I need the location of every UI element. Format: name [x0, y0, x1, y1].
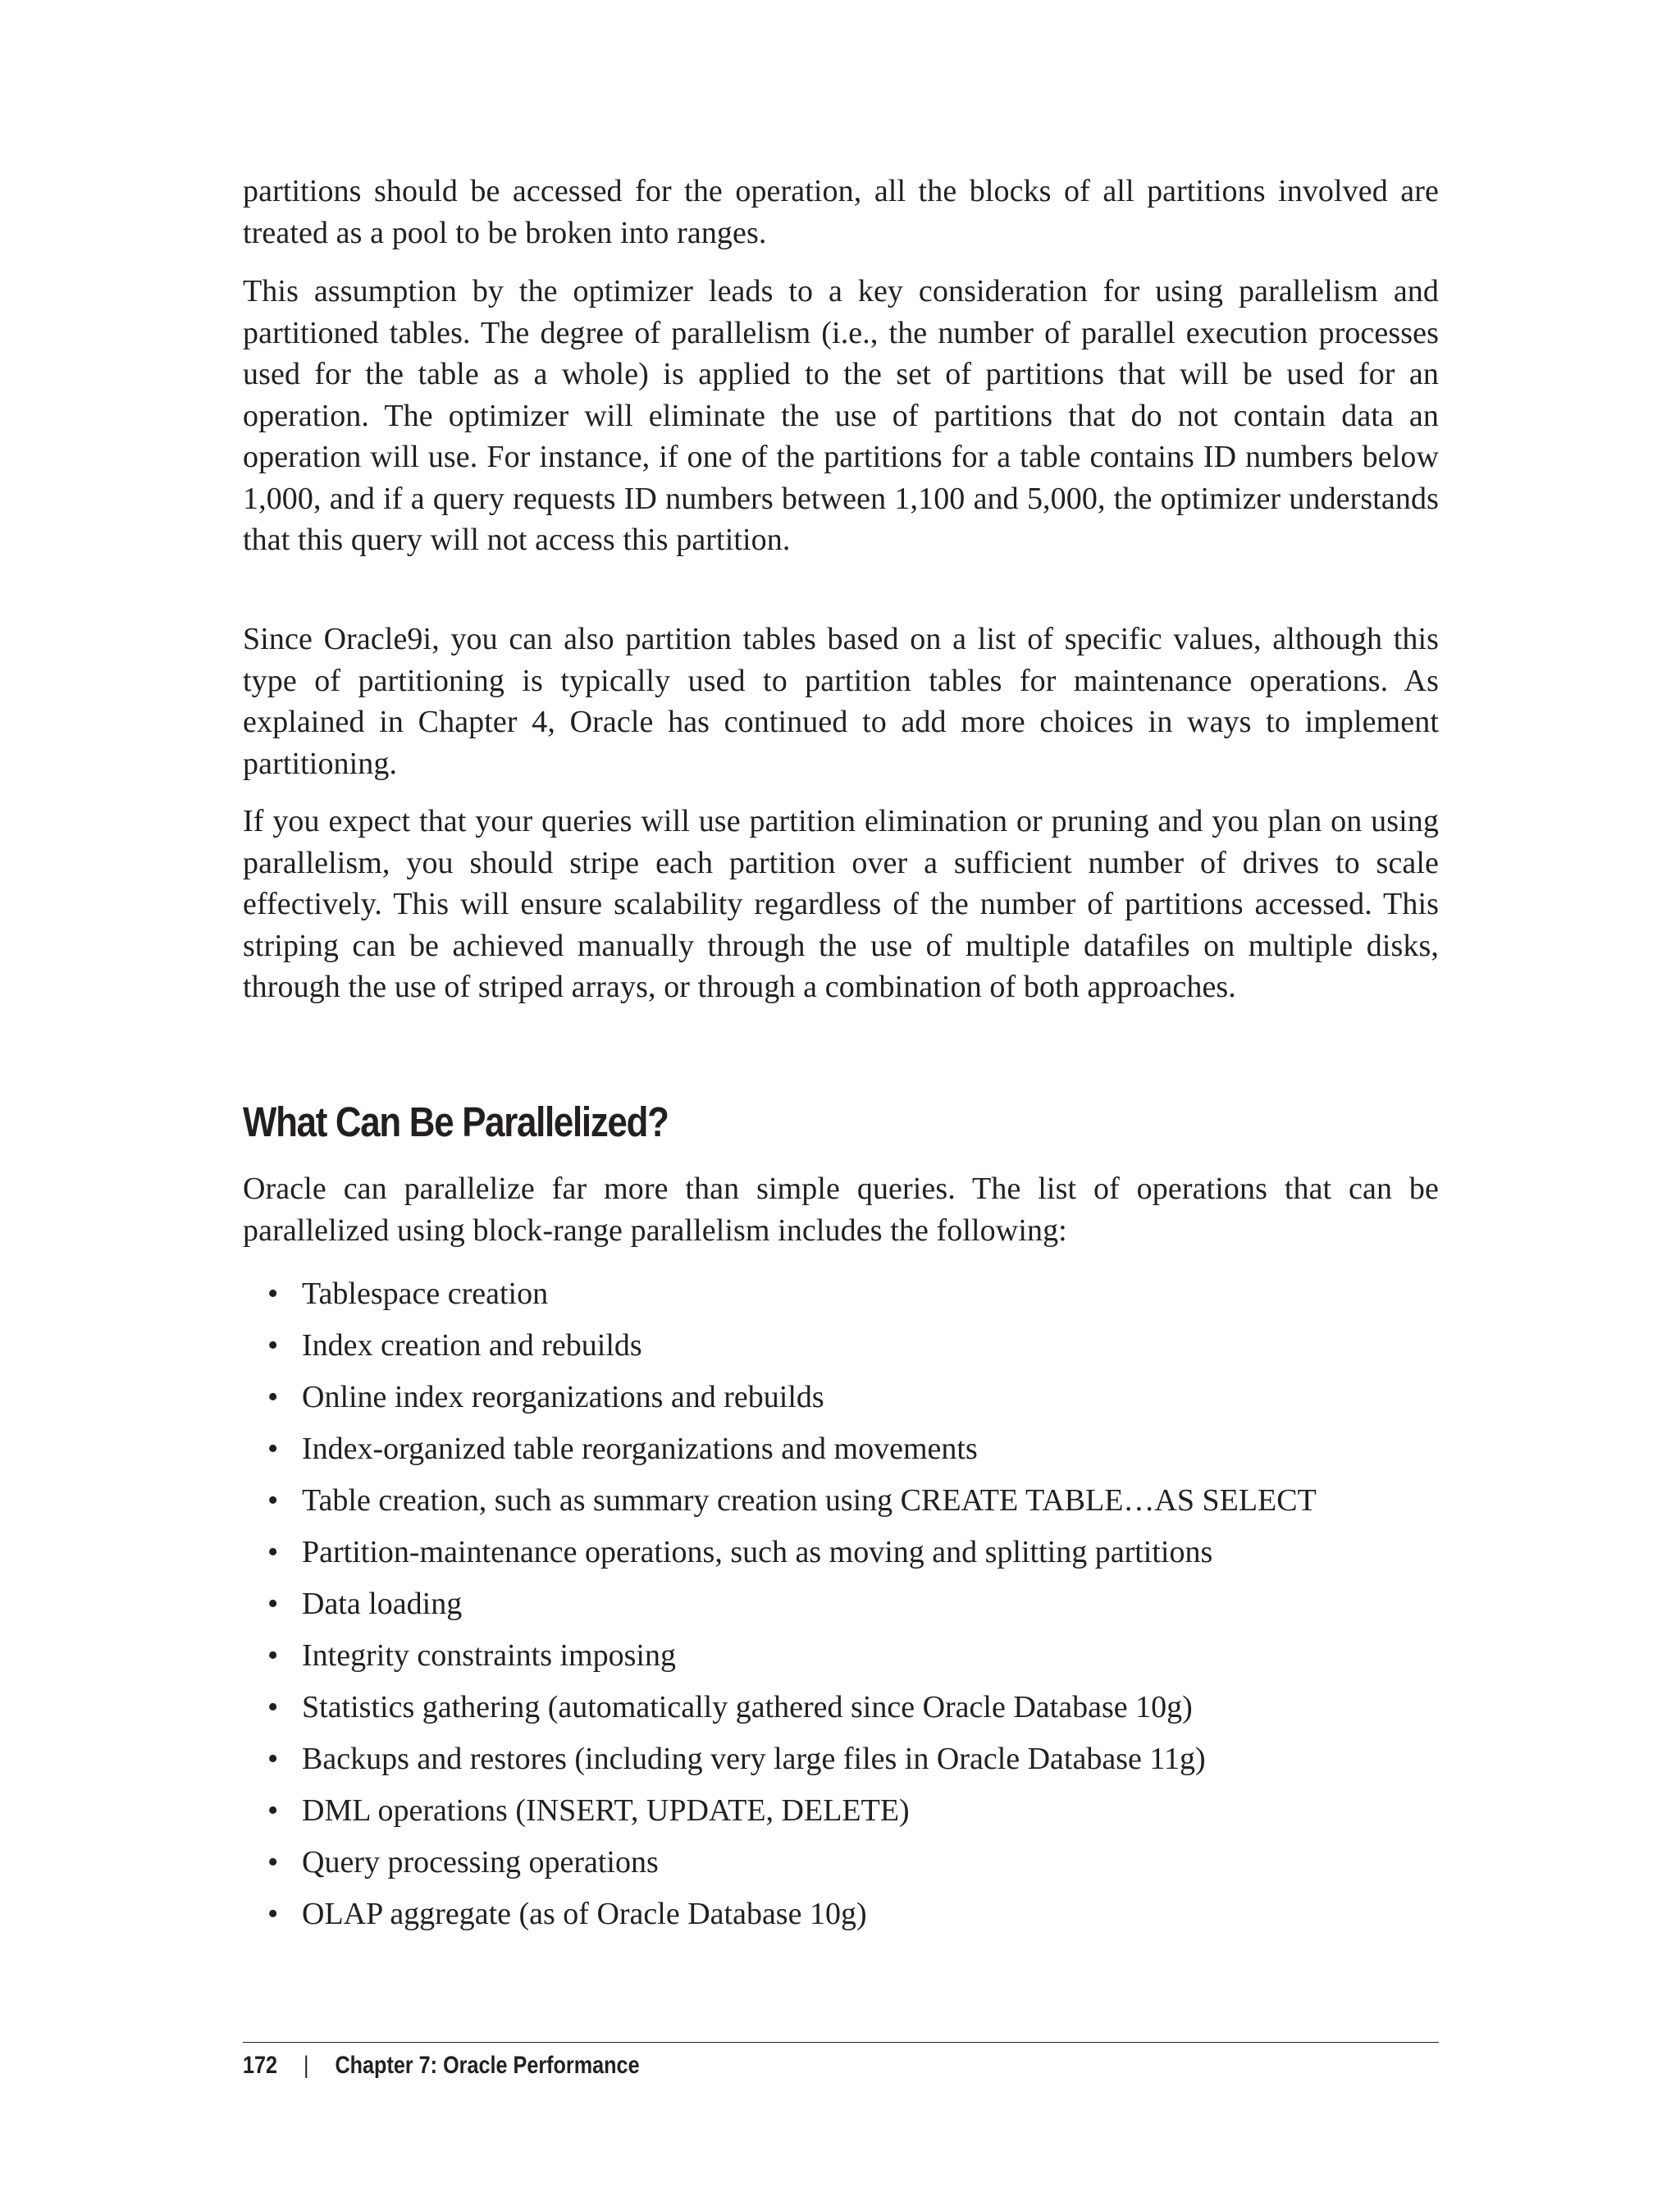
page-footer — [243, 2049, 640, 2082]
list-item-text: Index creation and rebuilds — [302, 1328, 642, 1363]
bullet-icon: • — [267, 1845, 279, 1879]
list-item — [243, 1527, 1439, 1578]
list-item — [243, 1837, 1439, 1889]
list-item — [243, 1423, 1439, 1475]
paragraph-striping: If you expect that your queries will use partition elimination or pruning and you plan on using parallelism, you should stripe each partition over a sufficient number of drives to scale effectively. This will ensure scalability regardless of the number of partitions accessed. This striping can be achieved manually through the use of multiple datafiles on multiple disks, through the use of striped arrays, or through a combination of both approaches. — [243, 804, 1439, 1004]
list-item-text: DML operations (INSERT, UPDATE, DELETE) — [302, 1793, 910, 1828]
list-item — [243, 1475, 1439, 1527]
page-number: 172 — [243, 2052, 278, 2079]
bullet-icon: • — [267, 1638, 279, 1673]
list-item-text: Table creation, such as summary creation using CREATE TABLE…AS SELECT — [302, 1483, 1317, 1518]
section-intro-paragraph: Oracle can parallelize far more than simple queries. The list of operations that can be parallelized using block-range parallelism includes the following: — [243, 1172, 1439, 1248]
parallelizable-operations-list — [243, 1268, 1439, 1940]
bullet-icon: • — [267, 1380, 279, 1414]
bullet-icon: • — [267, 1897, 279, 1931]
footer-separator: | — [303, 2052, 309, 2079]
paragraph-optimizer-assumption: This assumption by the optimizer leads to a key consideration for using parallelism and partitioned tables. The degree of parallelism (i.e., the number of parallel execution processes used for the table as a whole) is applied to the set of partitions that will be used for an operation. The optimizer will eliminate the use of partitions that do not contain data an operation will use. For instance, if one of the partitions for a table contains ID numbers below 1,000, and if a query requests ID numbers between 1,100 and 5,000, the optimizer understands that this query will not access this partition. — [243, 274, 1439, 557]
list-item-text: Online index reorganizations and rebuilds — [302, 1380, 824, 1414]
footer-divider — [243, 2042, 1439, 2043]
bullet-icon: • — [267, 1328, 279, 1363]
bullet-icon: • — [267, 1432, 279, 1466]
list-item-text: Index-organized table reorganizations and movements — [302, 1432, 978, 1466]
list-item — [243, 1733, 1439, 1785]
bullet-icon: • — [267, 1793, 279, 1828]
section-heading: What Can Be Parallelized? — [243, 1098, 669, 1145]
bullet-icon: • — [267, 1483, 279, 1518]
list-item-text: Tablespace creation — [302, 1277, 549, 1311]
bullet-icon: • — [267, 1277, 279, 1311]
bullet-icon: • — [267, 1535, 279, 1569]
list-item — [243, 1268, 1439, 1320]
list-item-text: Integrity constraints imposing — [302, 1638, 676, 1673]
bullet-icon: • — [267, 1742, 279, 1776]
list-item-text: OLAP aggregate (as of Oracle Database 10g) — [302, 1897, 867, 1931]
list-item — [243, 1320, 1439, 1372]
paragraph-partitions-pool: partitions should be accessed for the operation, all the blocks of all partitions involved are treated as a pool to be broken into ranges. — [243, 174, 1439, 250]
list-item — [243, 1682, 1439, 1733]
list-item-text: Statistics gathering (automatically gathered since Oracle Database 10g) — [302, 1690, 1193, 1724]
list-item — [243, 1785, 1439, 1837]
list-item — [243, 1578, 1439, 1630]
chapter-title: Chapter 7: Oracle Performance — [335, 2052, 640, 2079]
list-item-text: Partition-maintenance operations, such as moving and splitting partitions — [302, 1535, 1213, 1569]
list-item — [243, 1372, 1439, 1423]
paragraph-list-partitioning: Since Oracle9i, you can also partition tables based on a list of specific values, although this type of partitioning is typically used to partition tables for maintenance operations. As explained in Chapter 4, Oracle has continued to add more choices in ways to implement partitioning. — [243, 622, 1439, 781]
bullet-icon: • — [267, 1587, 279, 1621]
bullet-icon: • — [267, 1690, 279, 1724]
list-item-text: Backups and restores (including very large files in Oracle Database 11g) — [302, 1742, 1206, 1776]
list-item-text: Data loading — [302, 1587, 463, 1621]
list-item — [243, 1889, 1439, 1940]
list-item — [243, 1630, 1439, 1682]
list-item-text: Query processing operations — [302, 1845, 659, 1879]
